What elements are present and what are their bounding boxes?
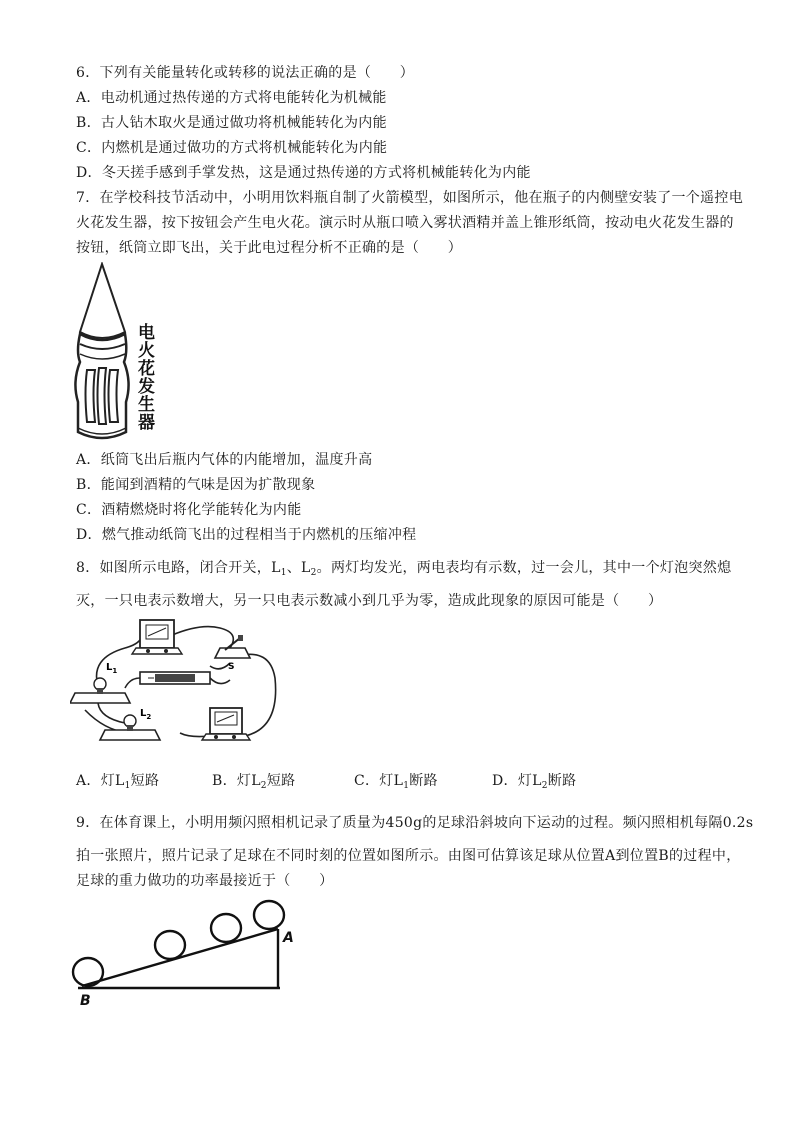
q8-stem-part: 、L xyxy=(286,560,311,576)
option-text: 断路 xyxy=(547,773,577,789)
option-text: D．灯L xyxy=(492,773,542,789)
q7-option-c: C．酒精燃烧时将化学能转化为内能 xyxy=(76,502,302,518)
q7-stem-line-1: 7．在学校科技节活动中，小明用饮料瓶自制了火箭模型，如图所示，他在瓶子的内侧壁安装了一个遥控电 xyxy=(76,190,744,206)
spark-label-char: 花 xyxy=(138,359,155,379)
q8-stem-line-2: 灭，一只电表示数增大，另一只电表示数减小到几乎为零，造成此现象的原因可能是（ ） xyxy=(76,593,663,609)
spark-label-char: 生 xyxy=(138,395,155,415)
ammeter-top xyxy=(132,620,182,654)
subscript: 1 xyxy=(124,781,131,791)
circuit-figure xyxy=(70,618,290,748)
q7-option-b: B．能闻到酒精的气味是因为扩散现象 xyxy=(76,477,316,493)
q8-option-a xyxy=(76,771,159,796)
q6-option-b: B．古人钻木取火是通过做功将机械能转化为内能 xyxy=(76,115,387,131)
q6-stem: 6．下列有关能量转化或转移的说法正确的是（ ） xyxy=(76,65,415,81)
q7-option-d: D．燃气推动纸筒飞出的过程相当于内燃机的压缩冲程 xyxy=(76,527,417,543)
q9-stem-line-1: 9．在体育课上，小明用频闪照相机记录了质量为450g的足球沿斜坡向下运动的过程。频闪照相机每隔0.2s xyxy=(76,815,754,831)
slope-ball-figure xyxy=(68,896,308,1011)
lamp-l2-label: $L_2$ xyxy=(140,708,152,721)
label-b: B xyxy=(80,993,91,1009)
q8-option-c xyxy=(354,771,438,796)
q9-stem-line-2: 拍一张照片，照片记录了足球在不同时刻的位置如图所示。由图可估算该足球从位置A到位置B的过程中， xyxy=(76,848,741,864)
q8-stem-part: 。两灯均发光，两电表均有示数，过一会儿，其中一个灯泡突然熄 xyxy=(316,560,732,576)
subscript: 2 xyxy=(310,568,317,578)
spark-label-char: 器 xyxy=(138,413,155,433)
q7-stem-line-3: 按钮，纸筒立即飞出，关于此电过程分析不正确的是（ ） xyxy=(76,240,463,256)
subscript: 1 xyxy=(280,568,287,578)
lamp-l1 xyxy=(70,662,130,703)
spark-label-char: 火 xyxy=(138,341,155,361)
option-text: 短路 xyxy=(130,773,160,789)
subscript: 2 xyxy=(541,781,548,791)
subscript: 1 xyxy=(403,781,410,791)
option-text: B．灯L xyxy=(212,773,261,789)
q7-option-a: A．纸筒飞出后瓶内气体的内能增加，温度升高 xyxy=(76,452,373,468)
option-text: 断路 xyxy=(409,773,438,789)
label-a: A xyxy=(283,930,294,946)
q6-option-d: D．冬天搓手感到手掌发热，这是通过热传递的方式将机械能转化为内能 xyxy=(76,165,531,181)
q9-stem-line-3: 足球的重力做功的功率最接近于（ ） xyxy=(76,873,334,889)
option-text: A．灯L xyxy=(76,773,125,789)
lamp-l2 xyxy=(100,708,160,740)
switch-label: S xyxy=(228,662,235,672)
rocket-bottle-figure xyxy=(70,262,170,442)
q8-stem-line-1 xyxy=(76,558,731,583)
subscript: 2 xyxy=(260,781,267,791)
q7-stem-line-2: 火花发生器，按下按钮会产生电火花。演示时从瓶口喷入雾状酒精并盖上锥形纸筒，按动电火花发生器的 xyxy=(76,215,734,231)
q6-option-a: A．电动机通过热传递的方式将电能转化为机械能 xyxy=(76,90,387,106)
q8-option-b xyxy=(212,771,295,796)
voltmeter-bottom xyxy=(202,708,250,740)
option-text: C．灯L xyxy=(354,773,404,789)
option-text: 短路 xyxy=(266,773,296,789)
battery xyxy=(140,672,210,684)
lamp-l1-label: $L_1$ xyxy=(106,662,118,675)
q8-stem-part: 8．如图所示电路，闭合开关，L xyxy=(76,560,281,576)
q8-option-d xyxy=(492,771,576,796)
spark-label-char: 发 xyxy=(138,377,155,397)
spark-label-char: 电 xyxy=(138,323,155,343)
q6-option-c: C．内燃机是通过做功的方式将机械能转化为内能 xyxy=(76,140,388,156)
